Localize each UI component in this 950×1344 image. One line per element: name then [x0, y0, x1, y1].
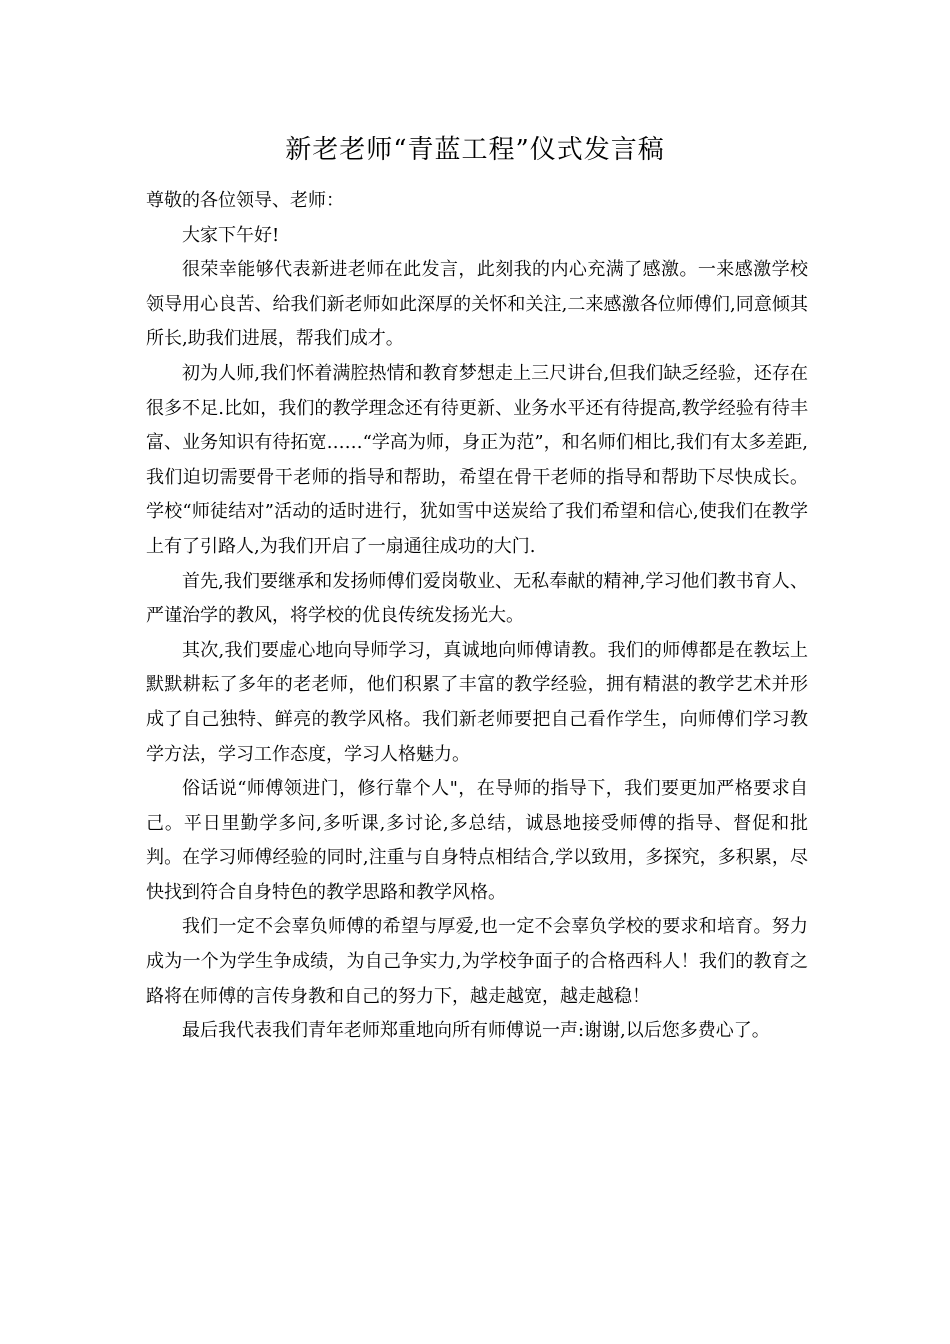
paragraph-new-teacher: 初为人师,我们怀着满腔热情和教育梦想走上三尺讲台,但我们缺乏经验，还存在很多不足.比如，我们的教学理念还有待更新、业务水平还有待提高,教学经验有待丰富、业务知识有待拓宽……“学高为师，身正为范”，和名师们相比,我们有太多差距,我们迫切需要骨干老师的指导和帮助，希望在骨干老师的指导和帮助下尽快成长。学校“师徒结对”活动的适时进行，犹如雪中送炭给了我们希望和信心,使我们在教学上有了引路人,为我们开启了一扇通往成功的大门.: [146, 362, 808, 557]
salutation: 尊敬的各位领导、老师：: [146, 190, 344, 211]
document-title: 新老老师“青蓝工程”仪式发言稿: [285, 135, 665, 165]
paragraph-greeting: 大家下午好!: [182, 224, 280, 246]
paragraph-closing: 最后我代表我们青年老师郑重地向所有师傅说一声:谢谢,以后您多费心了。: [182, 1020, 770, 1042]
document-body: [146, 184, 808, 1049]
paragraph-commitment: 我们一定不会辜负师傅的希望与厚爱,也一定不会辜负学校的要求和培育。努力成为一个为学生争成绩，为自己争实力,为学校争面子的合格西科人！我们的教育之路将在师傅的言传身教和自己的努力下，越走越宽，越走越稳！: [146, 916, 808, 1007]
paragraph-gratitude: 很荣幸能够代表新进老师在此发言，此刻我的内心充满了感激。一来感激学校领导用心良苦、给我们新老师如此深厚的关怀和关注,二来感激各位师傅们,同意倾其所长,助我们进展，帮我们成才。: [146, 259, 808, 350]
paragraph-first: 首先,我们要继承和发扬师傅们爱岗敬业、无私奉献的精神,学习他们教书育人、严谨治学的教风，将学校的优良传统发扬光大。: [146, 570, 808, 627]
paragraph-proverb: 俗话说“师傅领进门，修行靠个人"，在导师的指导下，我们要更加严格要求自己。平日里勤学多问,多听课,多讨论,多总结，诚恳地接受师傅的指导、督促和批判。在学习师傅经验的同时,注重与自身特点相结合,学以致用，多探究，多积累，尽快找到符合自身特色的教学思路和教学风格。: [146, 778, 808, 903]
paragraph-second: 其次,我们要虚心地向导师学习，真诚地向师傅请教。我们的师傅都是在教坛上默默耕耘了多年的老老师，他们积累了丰富的教学经验，拥有精湛的教学艺术并形成了自己独特、鲜亮的教学风格。我们新老师要把自己看作学生，向师傅们学习教学方法，学习工作态度，学习人格魅力。: [146, 639, 808, 765]
